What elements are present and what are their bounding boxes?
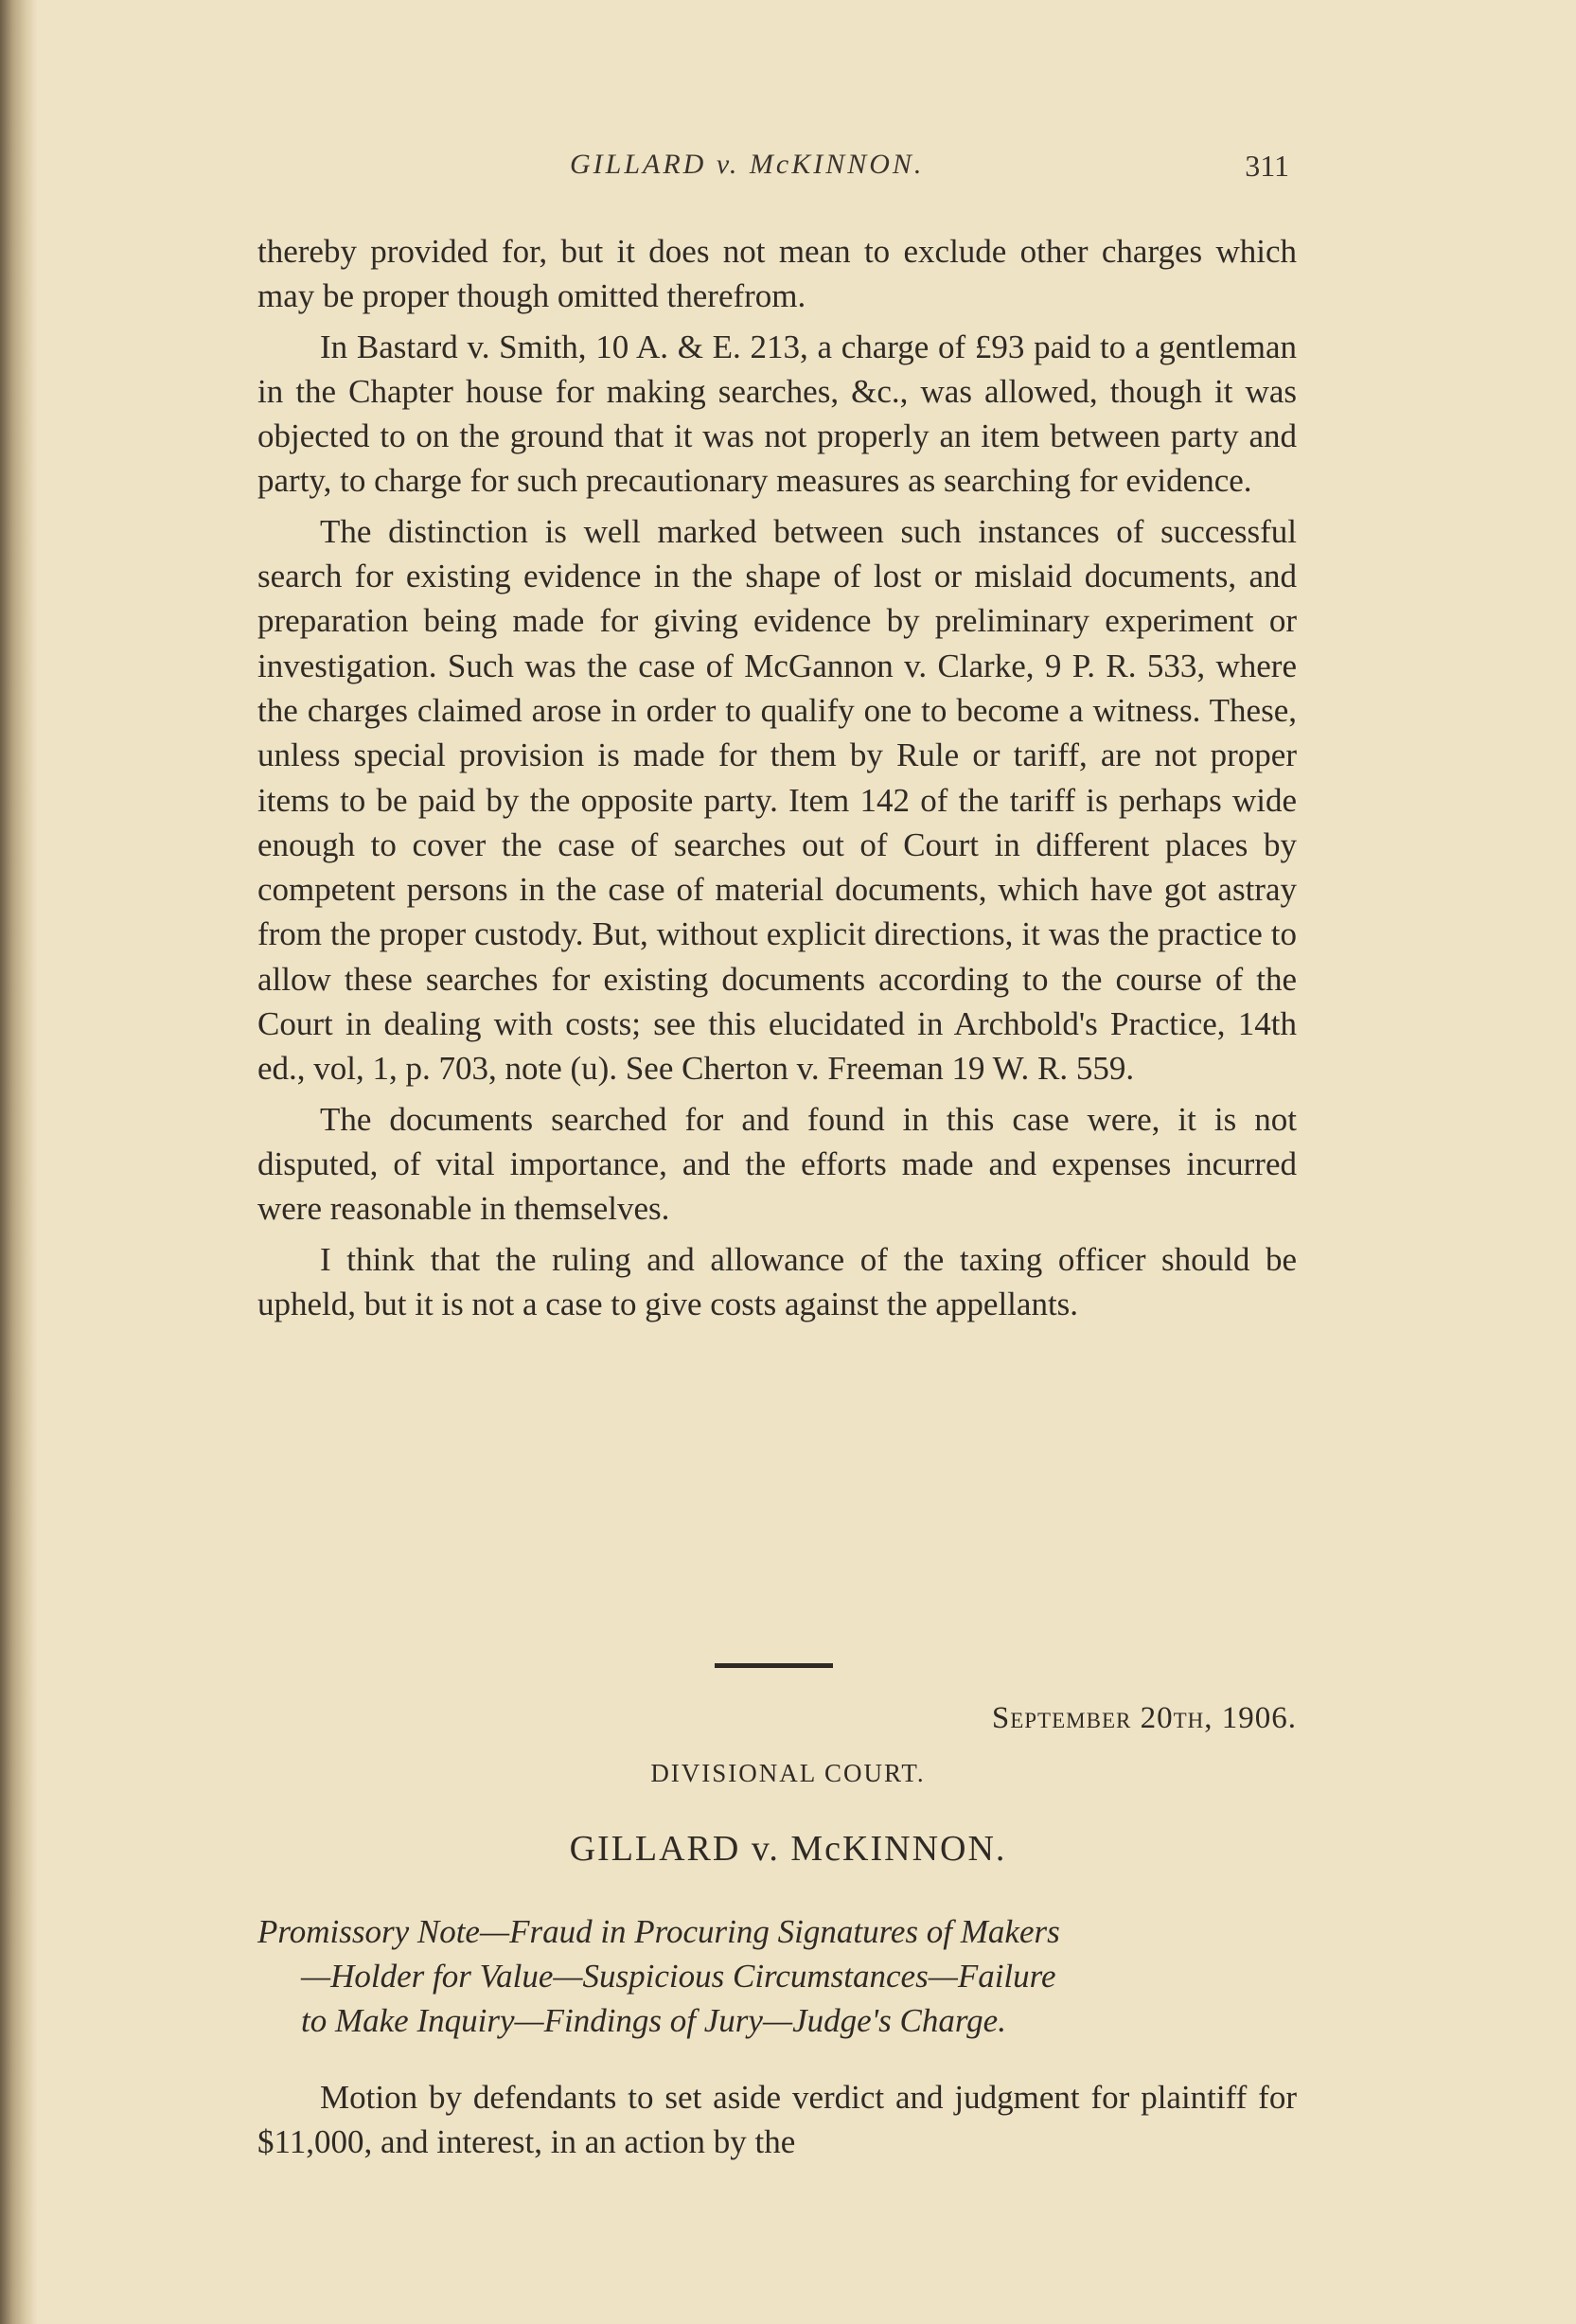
court-name: DIVISIONAL COURT. (650, 1759, 926, 1787)
paragraph-3: The distinction is well marked between such instances of successful search for existing evidence in the shape of lost or mislaid documents, and preparation being made for giving evidence by preliminary experiment or investigation. Such was the case of McGannon v. Clarke, 9 P. R. 533, where the charges claimed arose in order to qualify one to become a witness. These, unless special provision is made for them by Rule or tariff, are not proper items to be paid by the opposite party. Item 142 of the tariff is perhaps wide enough to cover the case of searches out of Court in different places by competent persons in the case of material documents, which have got astray from the proper custody. But, without explicit directions, it was the practice to allow these searches for existing documents according to the course of the Court in dealing with costs; see this elucidated in Archbold's Practice, 14th ed., vol, 1, p. 703, note (u). See Cherton v. Freeman 19 W. R. 559. (257, 512, 1297, 1088)
paragraph-5: I think that the ruling and allowance of the taxing officer should be upheld, but it is not a case to give costs against the appellants. (257, 1240, 1297, 1322)
headnote-line-3: to Make Inquiry—Findings of Jury—Judge's Charge. (301, 2002, 1006, 2039)
running-head (257, 149, 1297, 196)
page-gutter-shadow (0, 0, 38, 2324)
paragraph-1: thereby provided for, but it does not mean to exclude other charges which may be proper though omitted therefrom. (257, 233, 1297, 315)
running-title: GILLARD v. McKINNON. (570, 149, 925, 180)
headnote-line-1: Promissory Note—Fraud in Procuring Signatures of Makers (257, 1913, 1060, 1950)
page-number: 311 (1245, 149, 1289, 183)
case-title: GILLARD v. McKINNON. (569, 1829, 1007, 1869)
headnote-line-2: —Holder for Value—Suspicious Circumstances—Failure (301, 1958, 1056, 1995)
paragraph-2: In Bastard v. Smith, 10 A. & E. 213, a charge of £93 paid to a gentleman in the Chapter house for making searches, &c., was allowed, though it was objected to on the ground that it was not properly an item between party and party, to charge for such precautionary measures as searching for evidence. (257, 328, 1297, 500)
section-divider-rule (715, 1663, 833, 1668)
body-text (257, 229, 1297, 1326)
headnote (257, 1909, 1297, 2043)
decision-date: September 20th, 1906. (991, 1701, 1297, 1735)
paragraph-4: The documents searched for and found in this case were, it is not disputed, of vital importance, and the efforts made and expenses incurred were reasonable in themselves. (257, 1100, 1297, 1228)
motion-text: Motion by defendants to set aside verdict and judgment for plaintiff for $11,000, and interest, in an action by the (257, 2079, 1297, 2161)
motion-paragraph (257, 2075, 1297, 2165)
